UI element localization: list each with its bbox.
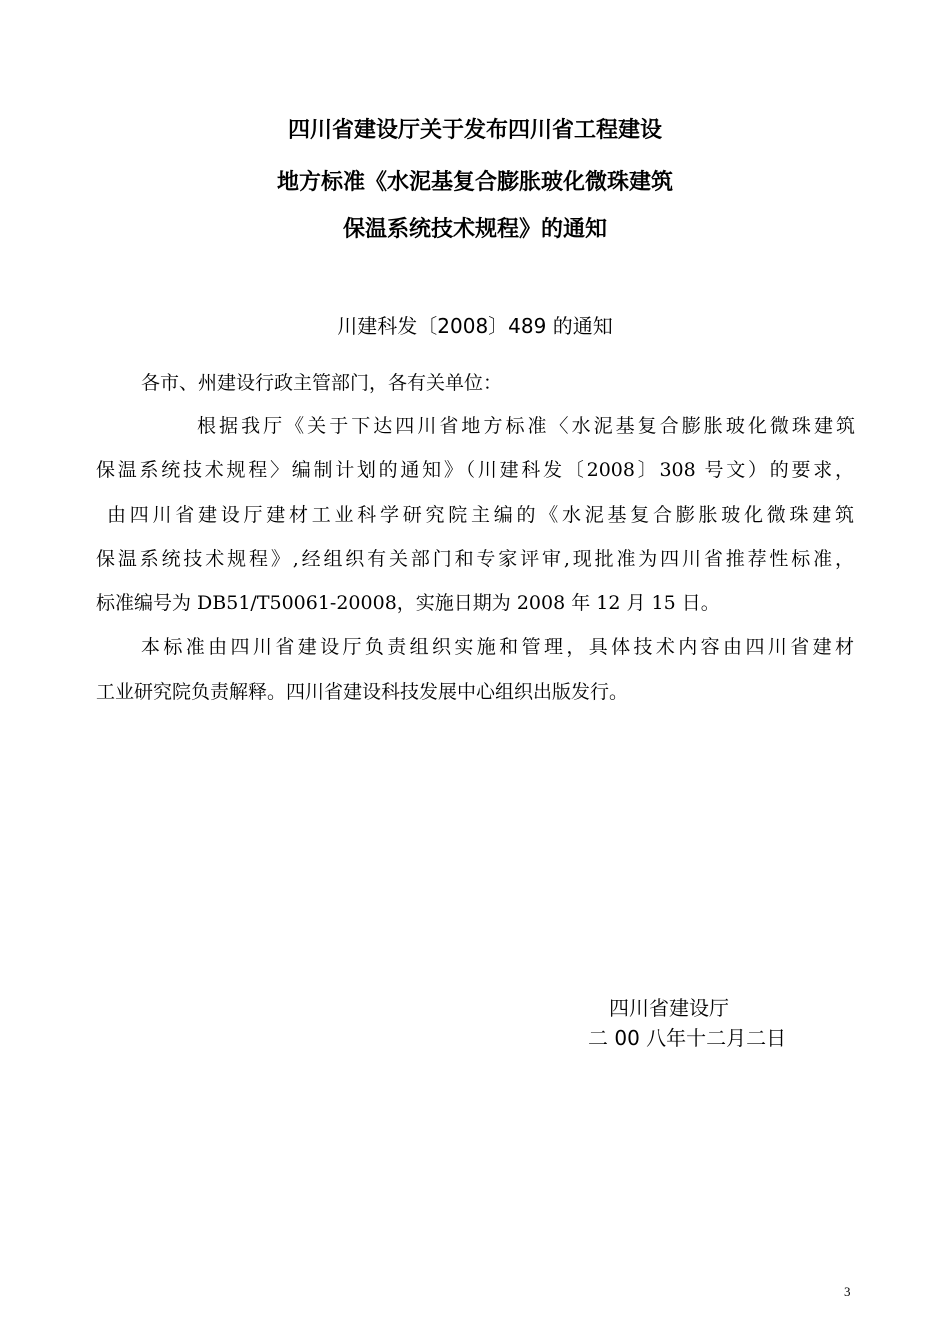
paragraph-1-line-4: 保温系统技术规程》,经组织有关部门和专家评审,现批准为四川省推荐性标准， <box>96 548 854 570</box>
paragraph-1-line-5: 标准编号为 DB51/T50061-20008，实施日期为 2008 年 12 月 15 日。 <box>96 592 720 614</box>
signature-issuer: 四川省建设厅 <box>609 996 729 1020</box>
paragraph-1-line-2: 保温系统技术规程〉编制计划的通知》（川建科发〔2008〕308 号文）的要求， <box>96 459 854 481</box>
addressee: 各市、州建设行政主管部门，各有关单位： <box>141 372 503 394</box>
page-number: 3 <box>844 1284 851 1299</box>
title-line-1: 四川省建设厅关于发布四川省工程建设 <box>287 118 662 143</box>
paragraph-2-line-1: 本标准由四川省建设厅负责组织实施和管理，具体技术内容由四川省建材 <box>141 636 854 658</box>
title-line-3: 保温系统技术规程》的通知 <box>342 217 607 242</box>
document-number: 川建科发〔2008〕489 的通知 <box>337 314 613 338</box>
paragraph-1-line-3: 由四川省建设厅建材工业科学研究院主编的《水泥基复合膨胀玻化微珠建筑 <box>107 504 854 526</box>
paragraph-1-line-1: 根据我厅《关于下达四川省地方标准〈水泥基复合膨胀玻化微珠建筑 <box>197 415 855 437</box>
signature-date: 二 00 八年十二月二日 <box>588 1026 787 1050</box>
paragraph-2-line-2: 工业研究院负责解释。四川省建设科技发展中心组织出版发行。 <box>96 681 629 703</box>
title-line-2: 地方标准《水泥基复合膨胀玻化微珠建筑 <box>276 170 673 195</box>
